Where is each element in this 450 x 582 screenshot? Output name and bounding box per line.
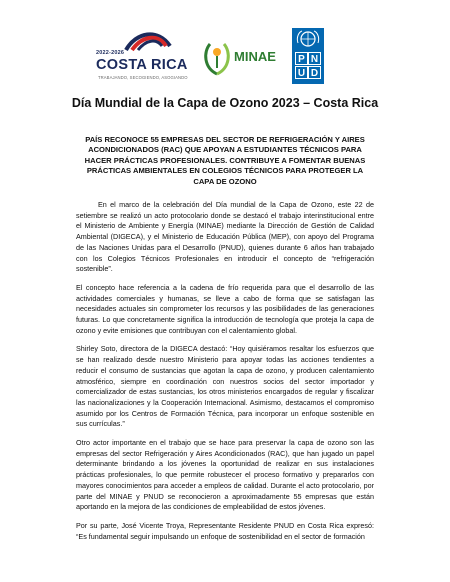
header-logos bbox=[0, 26, 450, 86]
costa-rica-logo-tagline: TRABAJANDO, SECOGIENDO, ASOGIANDO bbox=[98, 75, 188, 80]
minae-logo bbox=[200, 38, 275, 78]
document-subtitle: PAÍS RECONOCE 55 EMPRESAS DEL SECTOR DE REFRIGERACIÓN Y AIRES ACONDICIONADOS (RAC) QUE APOYAN A ESTUDIANTES TÉCNICOS PARA HACER PRÁCTICAS PROFESIONALES. CONTRIBUYE A FOMENTAR BUENAS PRÁCTICAS AMBIENTALES EN COLEGIOS TÉCNICOS PARA PROTEGER LA CAPA DE OZONO bbox=[84, 135, 366, 186]
undp-letter-1: P bbox=[295, 52, 308, 65]
body-paragraph: En el marco de la celebración del Día mundial de la Capa de Ozono, este 22 de setiembre se realizó un acto protocolario donde se destacó el trabajo interinstitucional entre el Ministerio de Ambiente y Energía (MINAE) mediante la Dirección de Gestión de Calidad Ambiental (DIGECA), y el Ministerio de Educación Pública (MEP), con apoyo del Programa de las Naciones Unidas para el Desarrollo (PNUD), quienes durante 6 años han trabajado con los Colegios Técnicos Profesionales en introducir el concepto de “refrigeración sostenible”. bbox=[76, 200, 374, 274]
body-paragraph: Por su parte, José Vicente Troya, Representante Residente PNUD en Costa Rica expresó: “Es fundamental seguir impulsando un enfoque de sostenibilidad en el sector de formación bbox=[76, 520, 374, 541]
costa-rica-logo bbox=[96, 28, 196, 86]
undp-letter-4: D bbox=[308, 66, 321, 79]
costa-rica-flag-swoosh-icon bbox=[96, 28, 196, 52]
document-body bbox=[76, 200, 374, 550]
undp-letter-3: U bbox=[295, 66, 308, 79]
costa-rica-logo-year: 2022-2026 bbox=[96, 50, 125, 56]
minae-leaf-icon bbox=[200, 38, 234, 78]
undp-logo-box bbox=[292, 28, 324, 84]
costa-rica-logo-name: COSTA RICA bbox=[96, 57, 188, 73]
un-emblem-icon bbox=[292, 28, 324, 50]
undp-logo bbox=[292, 28, 324, 84]
document-title: Día Mundial de la Capa de Ozono 2023 – Costa Rica bbox=[71, 96, 379, 110]
body-paragraph: Otro actor importante en el trabajo que se hace para preservar la capa de ozono son las empresas del sector Refrigeración y Aires Acondicionados (RAC), que han jugado un papel determinante brindando a los jóvenes la oportunidad de realizar en sus instalaciones prácticas profesionales, lo que permite robustecer el proceso formativo y prepararlos con mayores conocimientos para acceder a empleos de calidad. Durante el acto protocolario, por parte del MINAE y PNUD se reconocieron a aproximadamente 55 empresas que están aportando en la mejora de las condiciones de empleabilidad de estos jóvenes. bbox=[76, 438, 374, 512]
body-paragraph: El concepto hace referencia a la cadena de frío requerida para que el desarrollo de las actividades comerciales y humanas, se lleve a cabo de forma que se satisfagan las necesidades actuales sin comprometer los recursos y las posibilidades de las generaciones futuras. Lo que concretamente significa la introducción de tecnología que proteja la capa de ozono y evite emisiones que contribuyan con el calentamiento global. bbox=[76, 282, 374, 335]
undp-letter-2: N bbox=[308, 52, 321, 65]
minae-logo-text: MINAE bbox=[234, 49, 276, 64]
body-paragraph: Shirley Soto, directora de la DIGECA destacó: “Hoy quisiéramos resaltar los esfuerzos que se han realizado desde nuestro Ministerio para apoyar todas las acciones tendientes a reducir el consumo de sustancias que agotan la capa de ozono, y producen calentamiento atmosférico, siempre en coordinación con nuestros socios del sector importador y comercializador de estas sustancias, los otros ministerios encargados de regular y fiscalizar las nacionalizaciones y la Cooperación Internacional. Asimismo, destacamos el compromiso asumido por los Centros de Formación Técnica, para incorporar un enfoque sostenible en sus currículas.” bbox=[76, 344, 374, 429]
